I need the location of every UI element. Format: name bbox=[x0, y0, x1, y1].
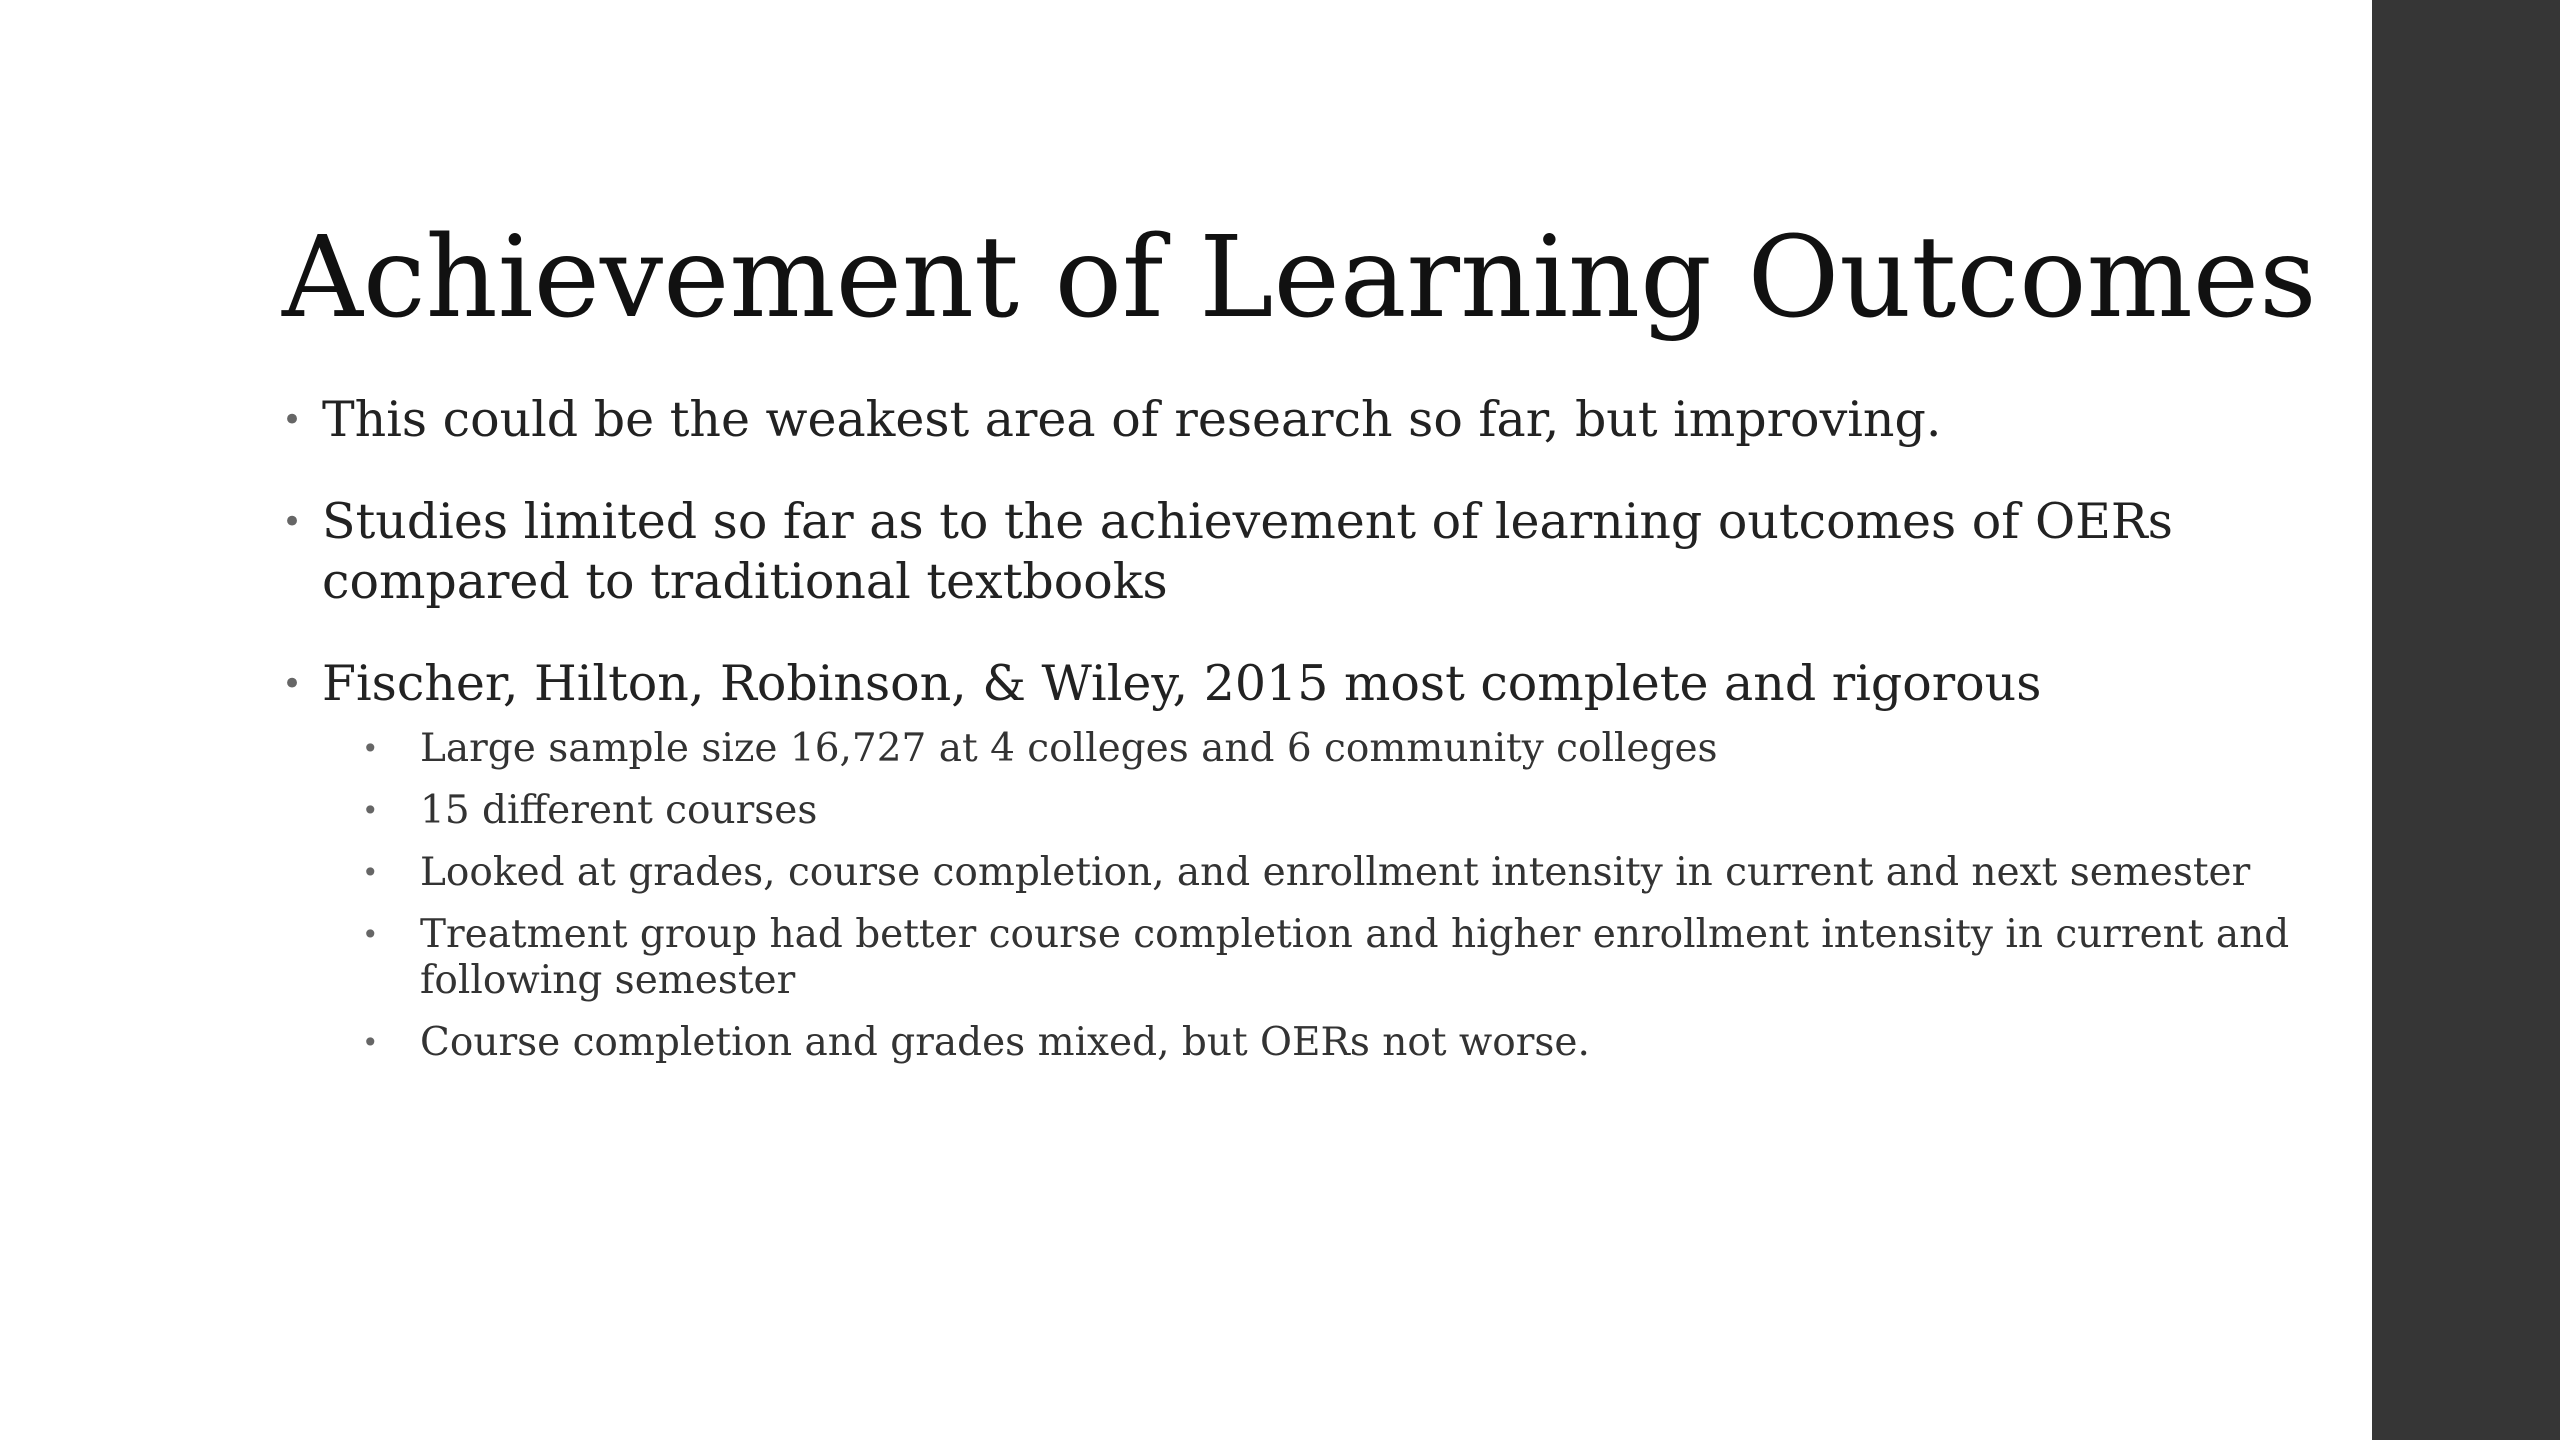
slide-title: Achievement of Learning Outcomes bbox=[282, 213, 2317, 343]
sub-bullet-icon: • bbox=[362, 732, 379, 765]
sub-bullet-text: Treatment group had better course completion and higher enrollment intensity in current and following semester bbox=[420, 912, 2290, 1003]
bullet-text: This could be the weakest area of research so far, but improving. bbox=[322, 391, 1942, 448]
sub-bullet-text: Large sample size 16,727 at 4 colleges and 6 community colleges bbox=[420, 726, 1718, 771]
bullet-item bbox=[282, 654, 2332, 1066]
bullet-icon: • bbox=[282, 502, 303, 542]
sub-bullet-item bbox=[362, 850, 2332, 896]
bullet-text: Studies limited so far as to the achievement of learning outcomes of OERs compared to traditional textbooks bbox=[322, 493, 2173, 610]
sub-bullet-text: 15 different courses bbox=[420, 788, 818, 833]
sub-bullet-icon: • bbox=[362, 1026, 379, 1059]
sub-bullet-text: Looked at grades, course completion, and enrollment intensity in current and next semester bbox=[420, 850, 2251, 895]
slide-content bbox=[282, 390, 2332, 1066]
bullet-item bbox=[282, 492, 2332, 612]
side-accent-bar bbox=[2372, 0, 2560, 1440]
sub-bullet-item bbox=[362, 788, 2332, 834]
sub-bullet-item bbox=[362, 1020, 2332, 1066]
bullet-icon: • bbox=[282, 664, 303, 704]
sub-bullet-icon: • bbox=[362, 794, 379, 827]
sub-bullet-item bbox=[362, 726, 2332, 772]
sub-bullet-item bbox=[362, 912, 2332, 1004]
sub-bullet-icon: • bbox=[362, 856, 379, 889]
bullet-icon: • bbox=[282, 400, 303, 440]
sub-bullet-text: Course completion and grades mixed, but OERs not worse. bbox=[420, 1020, 1590, 1065]
bullet-item bbox=[282, 390, 2332, 450]
bullet-text: Fischer, Hilton, Robinson, & Wiley, 2015 most complete and rigorous bbox=[322, 655, 2042, 712]
sub-bullet-list bbox=[322, 726, 2332, 1066]
sub-bullet-icon: • bbox=[362, 918, 379, 951]
